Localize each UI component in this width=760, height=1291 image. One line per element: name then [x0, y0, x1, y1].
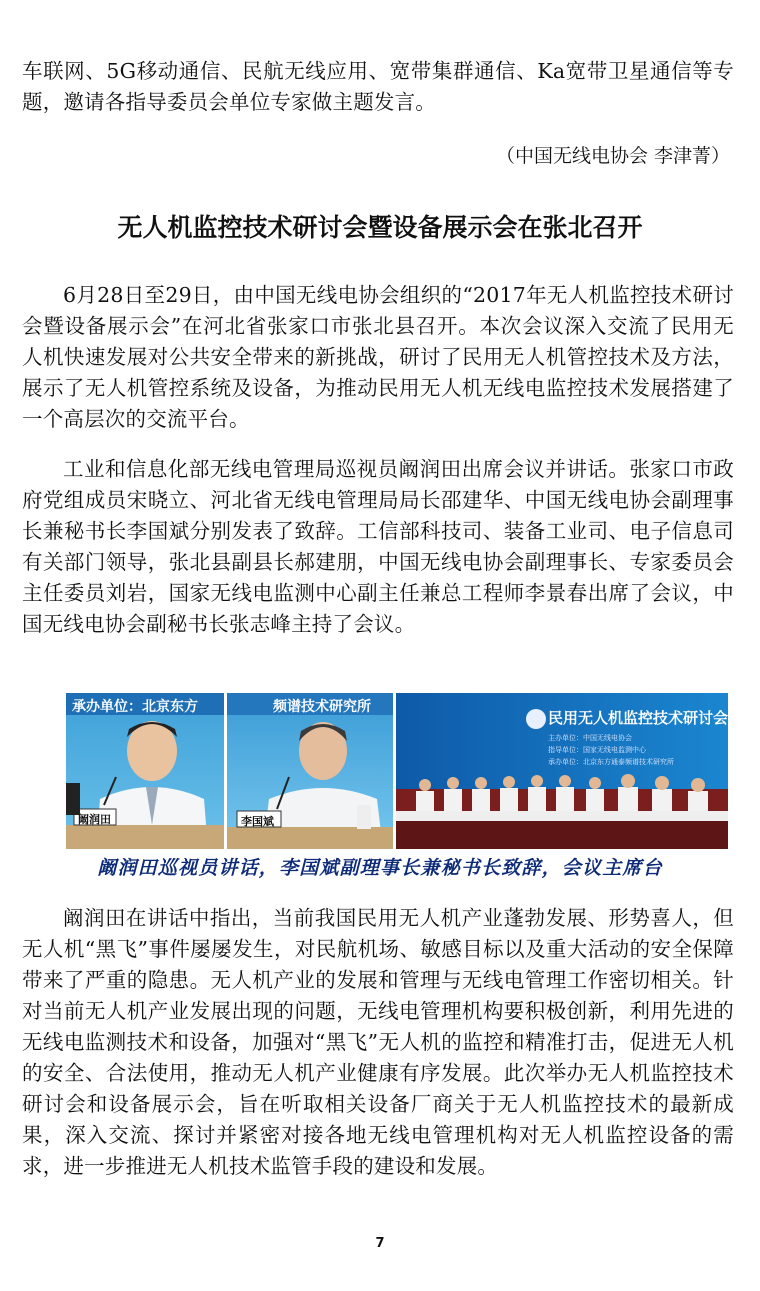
photo-2-nameplate: 李国斌 — [241, 815, 274, 828]
photo-3-line-2: 指导单位：国家无线电监测中心 — [548, 746, 646, 754]
photo-presidium — [396, 693, 759, 849]
photo-3-line-3: 承办单位：北京东方通泰频谱技术研究所 — [548, 758, 674, 766]
author-signature: （中国无线电协会 李津菁） — [495, 145, 730, 167]
photo-caption: 阚润田巡视员讲话，李国斌副理事长兼秘书长致辞，会议主席台 — [97, 857, 663, 879]
photo-strip — [66, 693, 759, 849]
photo-1-nameplate: 阚润田 — [78, 813, 111, 826]
photo-3-banner: 民用无人机监控技术研讨会暨设 — [548, 709, 759, 727]
intro-paragraph: 车联网、5G移动通信、民航无线应用、宽带集群通信、Ka宽带卫星通信等专题，邀请各指导委员会单位专家做主题发言。 — [22, 59, 734, 114]
page-number: 7 — [375, 1236, 385, 1251]
photo-speaker-2 — [227, 693, 393, 849]
photo-1-banner: 承办单位：北京东方 — [72, 699, 198, 715]
body-paragraph-2: 工业和信息化部无线电管理局巡视员阚润田出席会议并讲话。张家口市政府党组成员宋晓立、河北省无线电管理局局长邵建华、中国无线电协会副理事长兼秘书长李国斌分别发表了致辞。工信部科技司、装备工业司、电子信息司有关部门领导，张北县副县长郝建朋，中国无线电协会副理事长、专家委员会主任委员刘岩，国家无线电监测中心副主任兼总工程师李景春出席了会议，中国无线电协会副秘书长张志峰主持了会议。 — [22, 457, 734, 636]
photo-speaker-1 — [66, 693, 224, 849]
photo-2-banner: 频谱技术研究所 — [273, 699, 371, 715]
body-paragraph-1: 6月28日至29日，由中国无线电协会组织的“2017年无人机监控技术研讨会暨设备展示会”在河北省张家口市张北县召开。本次会议深入交流了民用无人机快速发展对公共安全带来的新挑战，研讨了民用无人机管控技术及方法，展示了无人机管控系统及设备，为推动民用无人机无线电监控技术发展搭建了一个高层次的交流平台。 — [22, 283, 734, 431]
article-title: 无人机监控技术研讨会暨设备展示会在张北召开 — [117, 213, 643, 242]
body-paragraph-3: 阚润田在讲话中指出，当前我国民用无人机产业蓬勃发展、形势喜人，但无人机“黑飞”事件屡屡发生，对民航机场、敏感目标以及重大活动的安全保障带来了严重的隐患。无人机产业的发展和管理与无线电管理工作密切相关。针对当前无人机产业发展出现的问题，无线电管理机构要积极创新，利用先进的无线电监测技术和设备，加强对“黑飞”无人机的监控和精准打击，促进无人机的安全、合法使用，推动无人机产业健康有序发展。此次举办无人机监控技术研讨会和设备展示会，旨在听取相关设备厂商关于无人机监控技术的最新成果，深入交流、探讨并紧密对接各地无线电管理机构对无人机监控设备的需求，进一步推进无人机技术监管手段的建设和发展。 — [22, 906, 734, 1178]
photo-3-line-1: 主办单位：中国无线电协会 — [548, 734, 632, 742]
